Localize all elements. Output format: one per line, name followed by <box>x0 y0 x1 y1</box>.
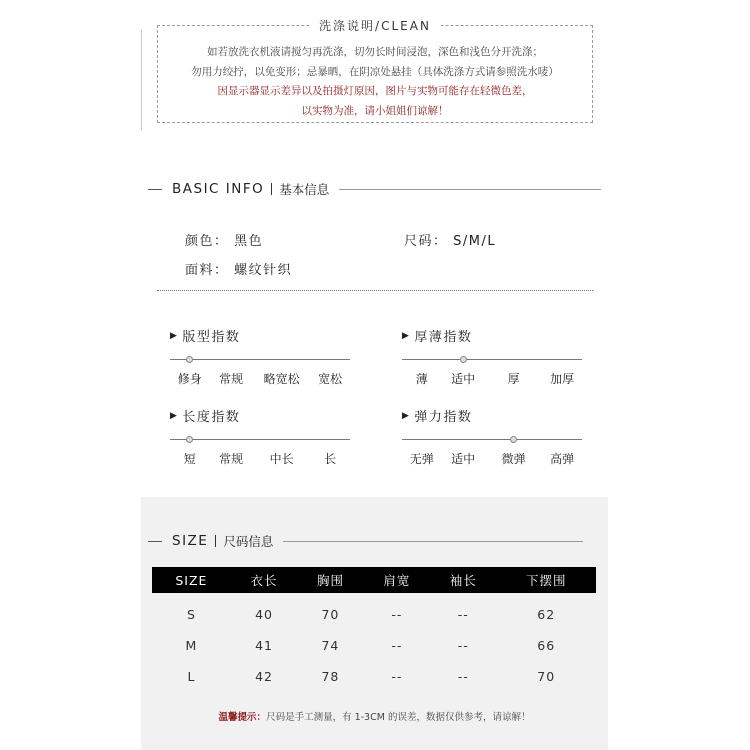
index-knob <box>460 356 467 363</box>
elasticity-index <box>402 406 582 466</box>
index-title: 版型指数 <box>182 330 241 345</box>
table-cell: 62 <box>537 607 556 622</box>
table-cell: 66 <box>537 638 556 653</box>
header-dash <box>148 541 162 542</box>
index-label: 适中 <box>451 452 476 466</box>
table-header-cell: 胸围 <box>297 567 363 593</box>
table-header-row <box>152 567 596 593</box>
table-cell: -- <box>457 669 469 684</box>
table-cell: -- <box>457 607 469 622</box>
header-separator <box>215 535 216 547</box>
tip-text: 尺码是手工测量，有 1-3CM 的误差，数据仅供参考，请谅解！ <box>266 712 531 723</box>
triangle-icon: ▶ <box>402 330 411 341</box>
table-header-cell: 衣长 <box>231 567 297 593</box>
table-cell: 70 <box>537 669 556 684</box>
table-cell: 42 <box>255 669 273 684</box>
index-label: 微弹 <box>501 452 526 466</box>
index-title: 厚薄指数 <box>414 330 473 345</box>
table-cell: -- <box>391 638 403 653</box>
table-header-cell: SIZE <box>152 567 231 593</box>
index-label: 适中 <box>451 372 476 386</box>
care-line: 如若放洗衣机液请搅匀再洗涤，切勿长时间浸泡，深色和浅色分开洗涤； <box>207 46 543 58</box>
size-table <box>152 567 596 692</box>
triangle-icon: ▶ <box>170 330 179 341</box>
table-header-cell: 下摆围 <box>496 567 596 593</box>
index-label: 薄 <box>415 372 428 386</box>
index-label: 长 <box>324 452 337 466</box>
index-label: 高弹 <box>550 452 575 466</box>
table-cell: -- <box>457 638 469 653</box>
index-title: 长度指数 <box>182 410 241 425</box>
table-cell: 74 <box>321 638 340 653</box>
table-cell: 41 <box>255 638 273 653</box>
fit-index <box>170 326 350 386</box>
side-rule <box>141 30 142 130</box>
index-title: 弹力指数 <box>414 410 473 425</box>
index-label: 中长 <box>269 452 294 466</box>
length-index <box>170 406 350 466</box>
thickness-index <box>402 326 582 386</box>
tip-label: 温馨提示： <box>218 712 267 723</box>
size-subtitle: 尺码信息 <box>223 534 274 549</box>
triangle-icon: ▶ <box>402 410 411 421</box>
care-line-notice: 因显示器显示差异以及拍摄灯原因，图片与实物可能存在轻微色差， <box>217 85 533 97</box>
table-header-cell: 袖长 <box>430 567 496 593</box>
table-row <box>152 593 596 630</box>
care-line: 勿用力绞拧，以免变形；忌暴晒，在阴凉处悬挂（具体洗涤方式请参照洗水唛） <box>191 65 559 78</box>
index-track <box>170 359 350 360</box>
care-title: 洗涤说明/CLEAN <box>309 17 441 34</box>
index-label: 厚 <box>507 372 520 386</box>
table-row <box>152 661 596 692</box>
header-separator <box>271 183 272 195</box>
triangle-icon: ▶ <box>170 410 179 421</box>
table-cell: 70 <box>321 607 340 622</box>
index-label: 宽松 <box>318 372 343 386</box>
care-line-notice: 以实物为准，请小姐姐们谅解！ <box>301 104 449 117</box>
table-header-cell: 肩宽 <box>364 567 430 593</box>
header-dash <box>148 189 162 190</box>
index-knob <box>186 356 193 363</box>
index-label: 无弹 <box>409 452 434 466</box>
header-rule <box>283 541 583 542</box>
basic-info-title: BASIC INFO <box>172 181 265 197</box>
table-cell: S <box>186 607 196 622</box>
index-label: 加厚 <box>550 372 575 386</box>
table-cell: 78 <box>321 669 340 684</box>
basic-info-subtitle: 基本信息 <box>279 182 330 197</box>
table-cell: M <box>185 638 198 653</box>
index-track <box>402 439 582 440</box>
care-instructions-box <box>157 19 593 123</box>
table-cell: 40 <box>255 607 273 622</box>
size-tip <box>141 709 608 723</box>
index-track <box>170 439 350 440</box>
info-material: 面料： 螺纹针织 <box>185 263 293 278</box>
index-knob <box>510 436 517 443</box>
index-label: 短 <box>183 452 196 466</box>
table-cell: -- <box>391 607 403 622</box>
dotted-divider <box>157 290 593 291</box>
table-cell: L <box>187 669 196 684</box>
index-track <box>402 359 582 360</box>
size-title: SIZE <box>172 533 209 549</box>
size-header <box>148 532 583 550</box>
index-label: 常规 <box>219 372 244 386</box>
table-row <box>152 630 596 661</box>
index-label: 略宽松 <box>263 372 300 386</box>
basic-info-header <box>148 180 601 198</box>
index-label: 常规 <box>219 452 244 466</box>
info-size: 尺码： S/M/L <box>404 234 497 249</box>
index-knob <box>186 436 193 443</box>
info-color: 颜色： 黑色 <box>185 234 264 249</box>
index-label: 修身 <box>177 372 202 386</box>
table-cell: -- <box>391 669 403 684</box>
header-rule <box>339 189 601 190</box>
